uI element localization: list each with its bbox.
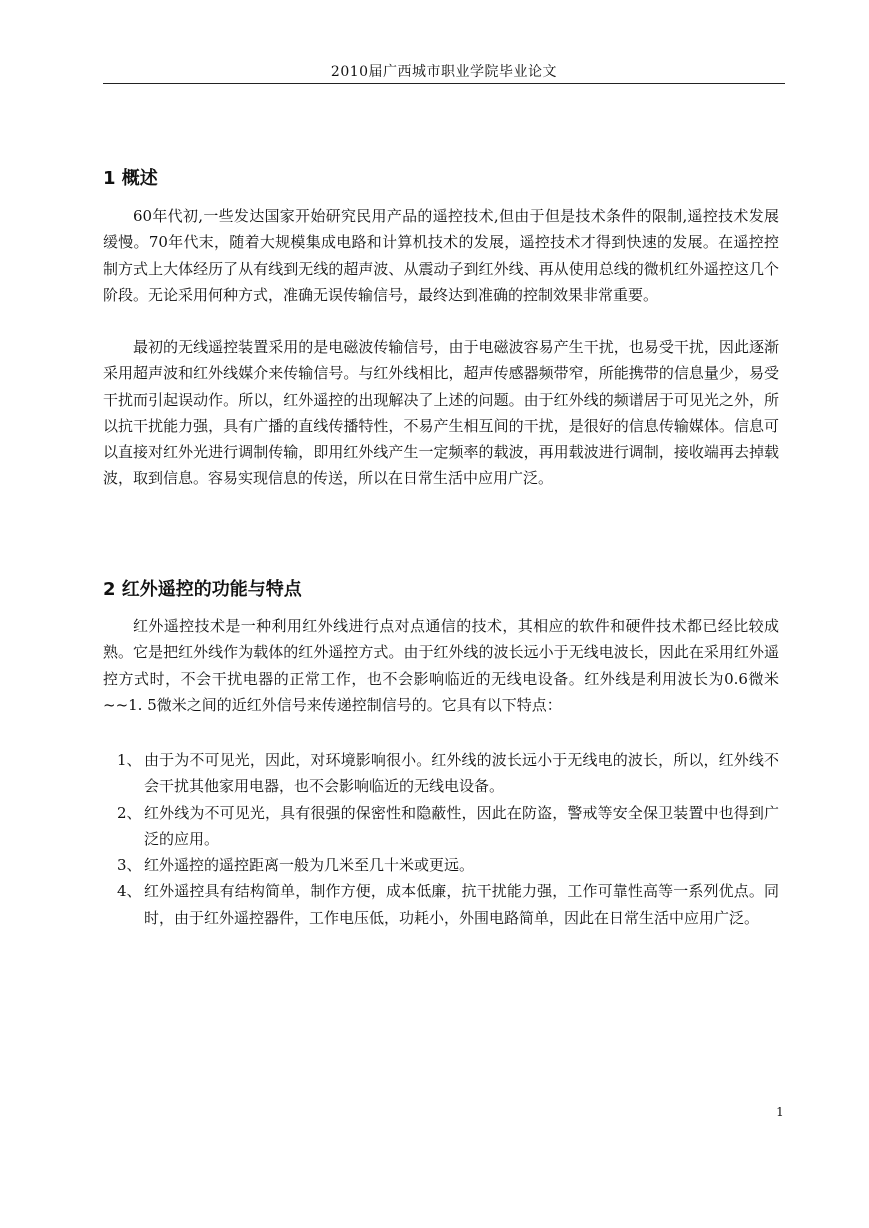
section-2-heading: 2 红外遥控的功能与特点 xyxy=(103,578,302,600)
list-item-number: 3、 xyxy=(117,856,142,875)
section-2-intro-paragraph: 红外遥控技术是一种利用红外线进行点对点通信的技术，其相应的软件和硬件技术都已经比较成熟。它是把红外线作为载体的红外遥控方式。由于红外线的波长远小于无线电波长，因此在采用红外遥控方式时，不会干扰电器的正常工作，也不会影响临近的无线电设备。红外线是利用波长为0.6微米~~1. 5微米之间的近红外信号来传递控制信号的。它具有以下特点： xyxy=(103,617,779,714)
page-number: 1 xyxy=(776,1105,784,1119)
feature-list xyxy=(117,747,779,931)
list-item xyxy=(117,852,779,878)
header-divider xyxy=(103,83,785,84)
list-item xyxy=(117,878,779,931)
list-item-text: 红外线为不可见光，具有很强的保密性和隐蔽性，因此在防盗，警戒等安全保卫装置中也得到广泛的应用。 xyxy=(144,803,779,848)
list-item-number: 4、 xyxy=(117,882,142,901)
list-item-text: 红外遥控具有结构简单，制作方便，成本低廉，抗干扰能力强，工作可靠性高等一系列优点。同时，由于红外遥控器件，工作电压低，功耗小，外围电路简单，因此在日常生活中应用广泛。 xyxy=(144,882,779,927)
section-1-heading: 1 概述 xyxy=(103,167,158,189)
list-item xyxy=(117,747,779,800)
list-item-text: 红外遥控的遥控距离一般为几米至几十米或更远。 xyxy=(144,856,475,875)
list-item-number: 1、 xyxy=(117,751,142,769)
list-item-number: 2、 xyxy=(117,803,142,822)
list-item xyxy=(117,800,779,853)
running-header: 2010届广西城市职业学院毕业论文 xyxy=(330,64,558,80)
section-1-paragraph-2: 最初的无线遥控装置采用的是电磁波传输信号，由于电磁波容易产生干扰，也易受干扰，因此逐渐采用超声波和红外线媒介来传输信号。与红外线相比，超声传感器频带窄，所能携带的信息量少，易受干扰而引起误动作。所以，红外遥控的出现解决了上述的问题。由于红外线的频谱居于可见光之外，所以抗干扰能力强，具有广播的直线传播特性，不易产生相互间的干扰，是很好的信息传输媒体。信息可以直接对红外光进行调制传输，即用红外线产生一定频率的载波，再用载波进行调制，接收端再去掉载波，取到信息。容易实现信息的传送，所以在日常生活中应用广泛。 xyxy=(103,338,779,488)
section-1-paragraph-1: 60年代初,一些发达国家开始研究民用产品的遥控技术,但由于但是技术条件的限制,遥控技术发展缓慢。70年代末，随着大规模集成电路和计算机技术的发展，遥控技术才得到快速的发展。在遥控控制方式上大体经历了从有线到无线的超声波、从震动子到红外线、再从使用总线的微机红外遥控这几个阶段。无论采用何种方式，准确无误传输信号，最终达到准确的控制效果非常重要。 xyxy=(103,207,779,304)
list-item-text: 由于为不可见光，因此，对环境影响很小。红外线的波长远小于无线电的波长，所以，红外线不会干扰其他家用电器，也不会影响临近的无线电设备。 xyxy=(144,751,779,796)
